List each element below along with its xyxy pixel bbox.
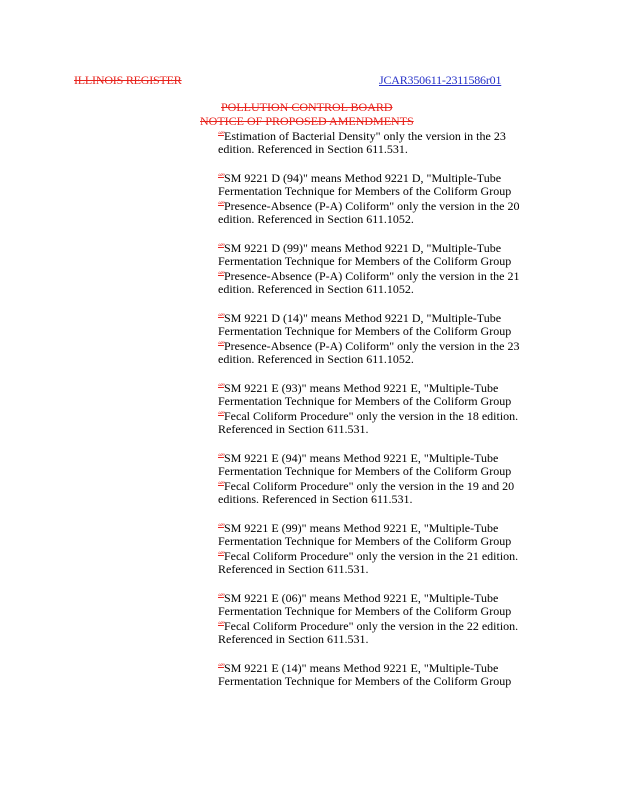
text-line: Fermentation Technique for Members of the Coliform Group	[218, 604, 512, 618]
text-line: “”Fecal Coliform Procedure" only the version in the 19 and 20	[218, 479, 515, 493]
jcar-id: JCAR350611-2311586r01	[379, 73, 502, 87]
text-line: Referenced in Section 611.531.	[218, 632, 369, 646]
text-line: Referenced in Section 611.531.	[218, 422, 369, 436]
text-line: Fermentation Technique for Members of the Coliform Group	[218, 534, 512, 548]
text-line: Fermentation Technique for Members of the Coliform Group	[218, 254, 512, 268]
text-line: Fermentation Technique for Members of the Coliform Group	[218, 464, 512, 478]
text-line: edition. Referenced in Section 611.1052.	[218, 282, 414, 296]
text-line: “”Fecal Coliform Procedure" only the version in the 22 edition.	[218, 619, 519, 633]
text-line: “”Presence-Absence (P-A) Coliform" only the version in the 21	[218, 269, 520, 283]
definition-entry	[218, 128, 558, 156]
register-header: ILLINOIS REGISTER	[74, 73, 182, 87]
text-line: “”SM 9221 E (14)" means Method 9221 E, "Multiple-Tube	[218, 661, 499, 675]
definition-entry	[218, 590, 558, 646]
text-line: edition. Referenced in Section 611.1052.	[218, 212, 414, 226]
definition-entry	[218, 380, 558, 436]
text-line: “”Fecal Coliform Procedure" only the version in the 21 edition.	[218, 549, 519, 563]
definition-entry	[218, 170, 558, 226]
text-line: “”SM 9221 D (94)" means Method 9221 D, "Multiple-Tube	[218, 171, 502, 185]
definition-entry	[218, 240, 558, 296]
text-line: Fermentation Technique for Members of the Coliform Group	[218, 324, 512, 338]
definition-entry	[218, 660, 558, 688]
definition-entry	[218, 520, 558, 576]
text-line: “”SM 9221 D (99)" means Method 9221 D, "Multiple-Tube	[218, 241, 502, 255]
text-line: Fermentation Technique for Members of the Coliform Group	[218, 184, 512, 198]
text-line: edition. Referenced in Section 611.531.	[218, 142, 408, 156]
text-line: “”SM 9221 E (93)" means Method 9221 E, "Multiple-Tube	[218, 381, 499, 395]
text-line: “”Estimation of Bacterial Density" only the version in the 23	[218, 129, 506, 143]
text-line: “”Fecal Coliform Procedure" only the version in the 18 edition.	[218, 409, 519, 423]
definition-entry	[218, 310, 558, 366]
document-body	[218, 128, 558, 702]
agency-title: POLLUTION CONTROL BOARD	[221, 100, 393, 114]
text-line: “”Presence-Absence (P-A) Coliform" only the version in the 23	[218, 339, 520, 353]
text-line: Fermentation Technique for Members of the Coliform Group	[218, 674, 512, 688]
text-line: edition. Referenced in Section 611.1052.	[218, 352, 414, 366]
text-line: editions. Referenced in Section 611.531.	[218, 492, 413, 506]
text-line: “”SM 9221 D (14)" means Method 9221 D, "Multiple-Tube	[218, 311, 502, 325]
text-line: “”SM 9221 E (06)" means Method 9221 E, "Multiple-Tube	[218, 591, 499, 605]
text-line: Fermentation Technique for Members of the Coliform Group	[218, 394, 512, 408]
notice-title: NOTICE OF PROPOSED AMENDMENTS	[200, 114, 414, 128]
text-line: “”SM 9221 E (99)" means Method 9221 E, "Multiple-Tube	[218, 521, 499, 535]
text-line: Referenced in Section 611.531.	[218, 562, 369, 576]
text-line: “”SM 9221 E (94)" means Method 9221 E, "Multiple-Tube	[218, 451, 499, 465]
text-line: “”Presence-Absence (P-A) Coliform" only the version in the 20	[218, 199, 520, 213]
definition-entry	[218, 450, 558, 506]
